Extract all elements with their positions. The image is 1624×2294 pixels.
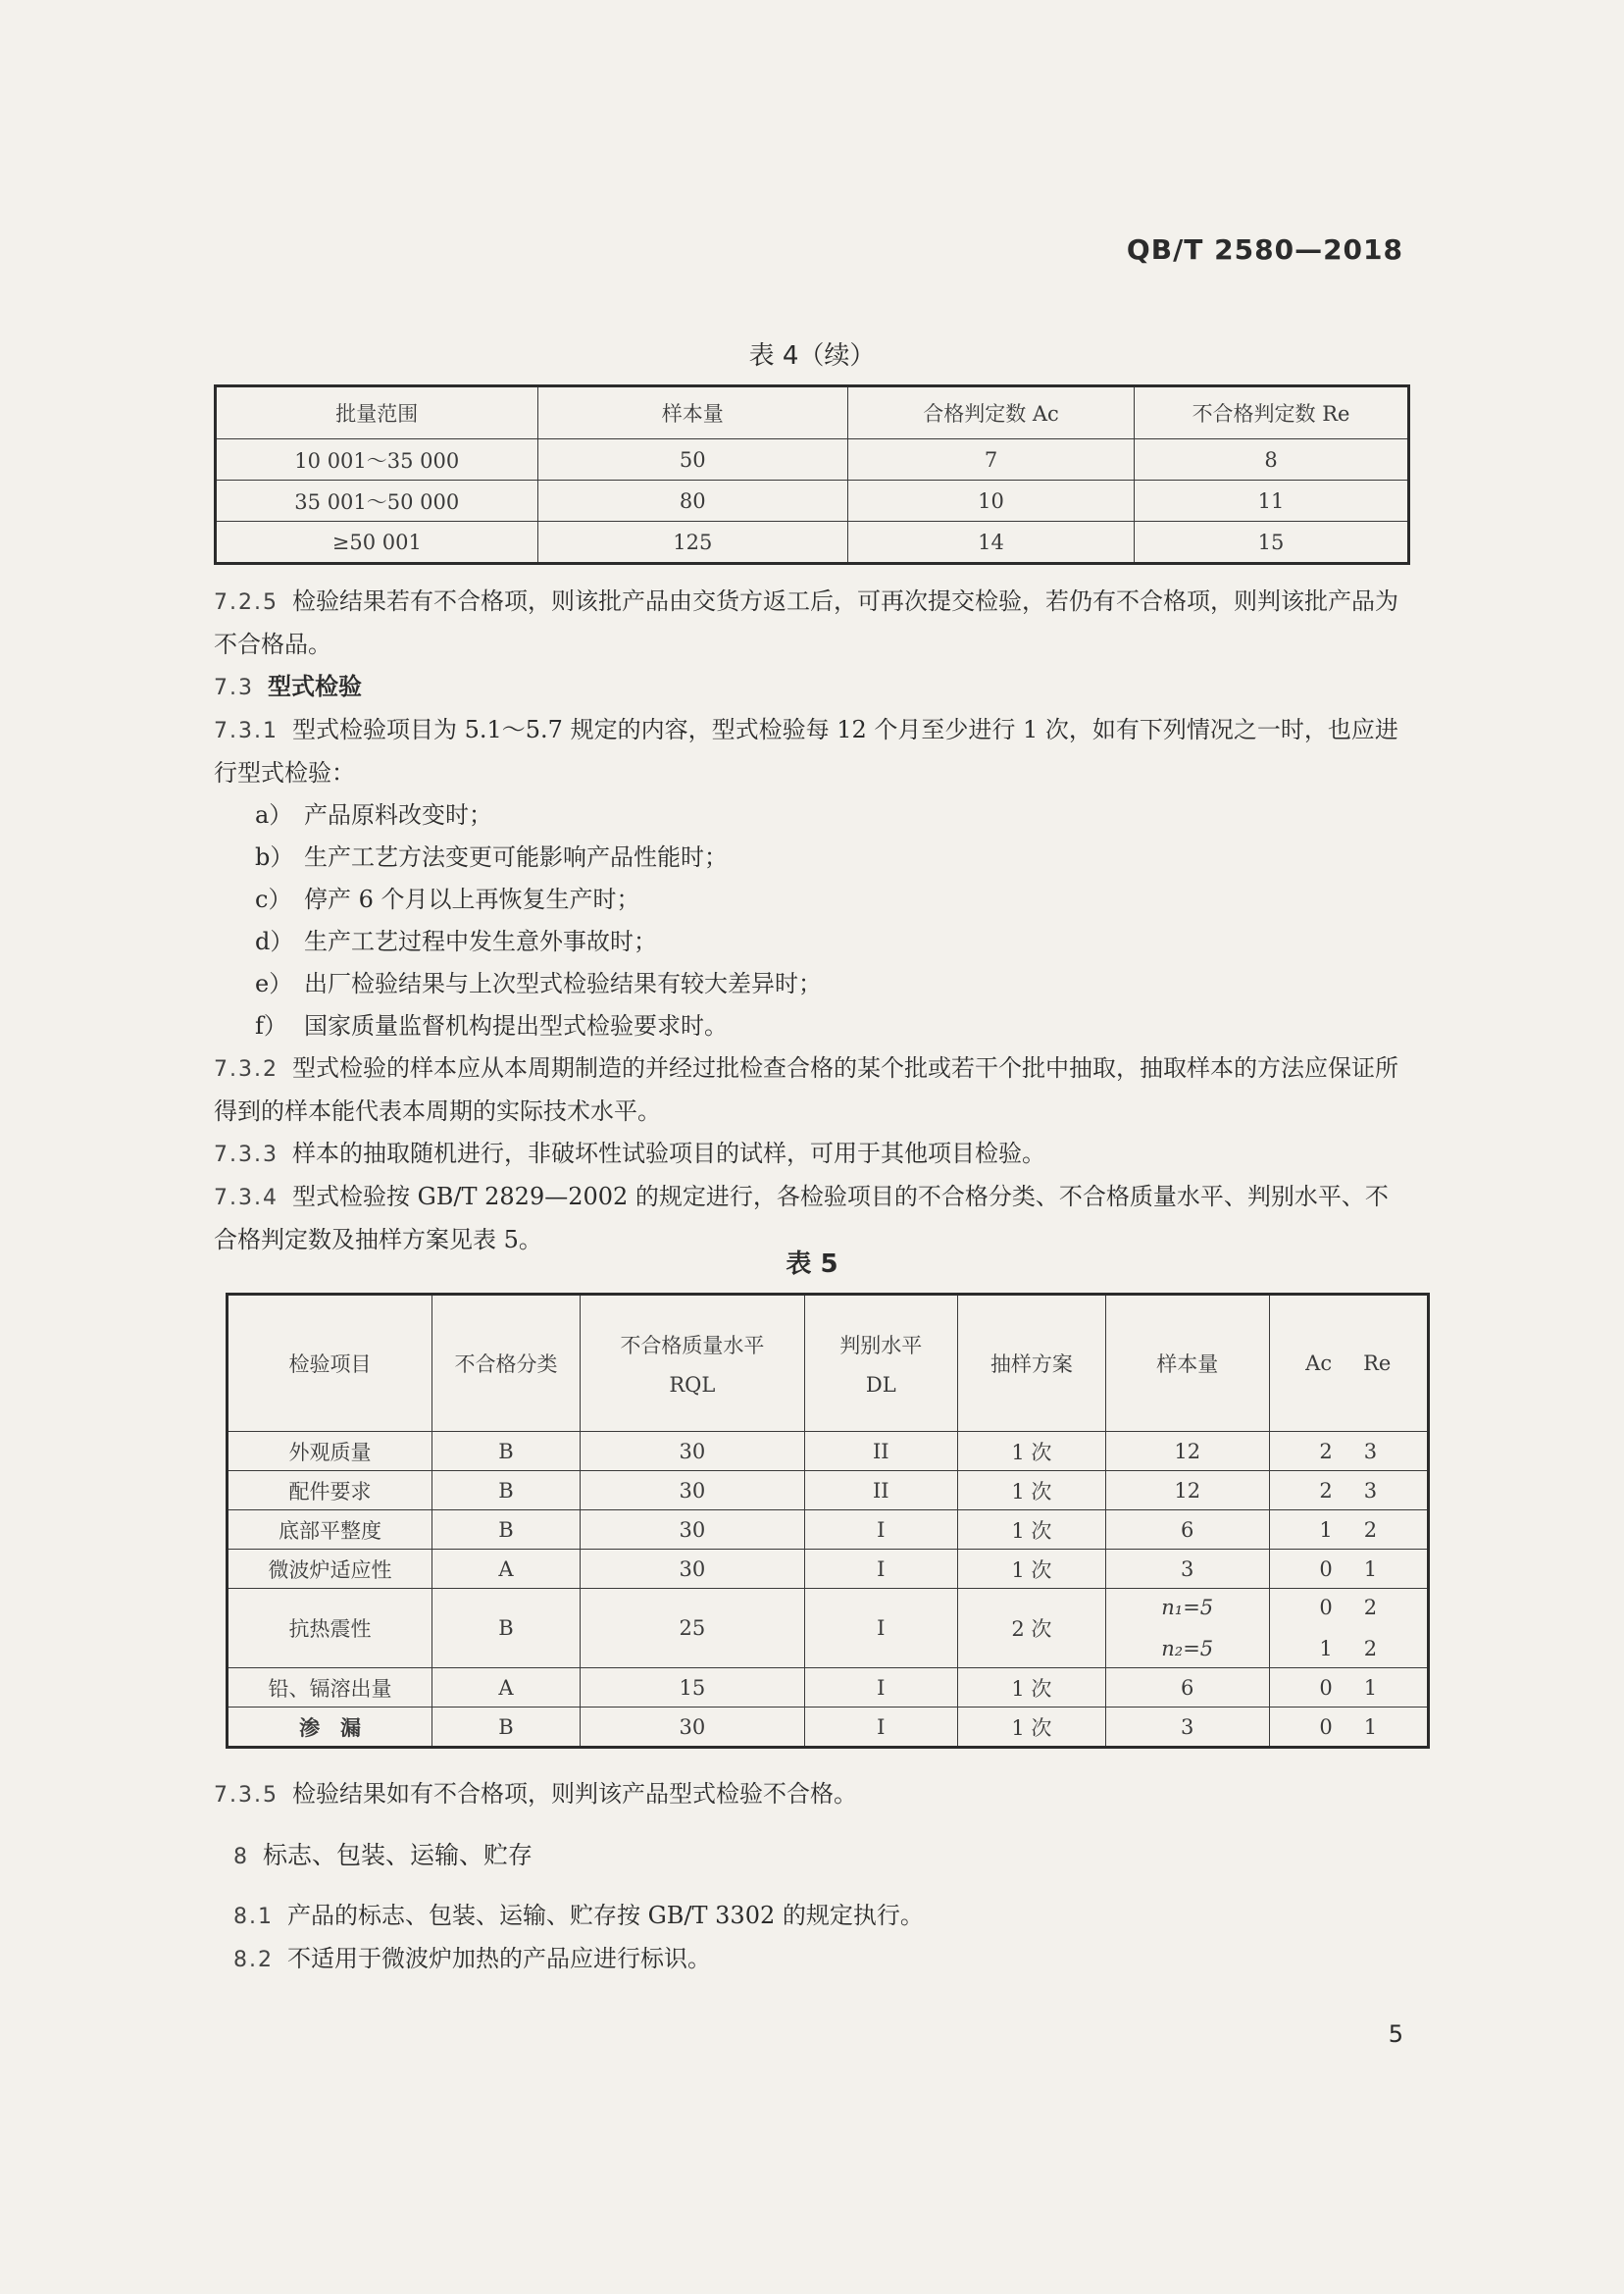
table-cell: [1269, 1589, 1429, 1668]
table-cell: A: [431, 1550, 580, 1589]
re-value: 2: [1363, 1596, 1378, 1619]
clause-heading: 型式检验: [268, 673, 362, 700]
re-value: 2: [1363, 1517, 1378, 1542]
list-item-text: 国家质量监督机构提出型式检验要求时。: [304, 1012, 728, 1040]
table-cell: [1269, 1510, 1429, 1550]
table-cell: [1105, 1589, 1269, 1668]
table-cell: [1269, 1471, 1429, 1510]
clause-number: 7.3: [214, 676, 254, 700]
clause-7-3-1: [214, 709, 1410, 794]
list-marker: a）: [255, 801, 293, 829]
table-cell: 11: [1135, 481, 1409, 522]
table-cell: 7: [847, 439, 1134, 481]
table-cell: 80: [537, 481, 847, 522]
header-line: DL: [865, 1373, 896, 1397]
table-cell: 30: [581, 1432, 805, 1471]
clause-number: 7.3.3: [214, 1143, 279, 1167]
clause-7-3-2: [214, 1047, 1410, 1133]
table-cell: II: [804, 1471, 957, 1510]
re-value: 3: [1363, 1478, 1378, 1503]
ac-value: 0: [1319, 1556, 1333, 1581]
header-line: RQL: [669, 1373, 716, 1397]
clause-number: 7.3.4: [214, 1186, 279, 1210]
table-row: [228, 1589, 1429, 1668]
clause-text: 样本的抽取随机进行，非破坏性试验项目的试样，可用于其他项目检验。: [291, 1140, 1045, 1167]
table5: [226, 1293, 1430, 1749]
table-row: [228, 1708, 1429, 1748]
re-value: 1: [1363, 1556, 1378, 1581]
table-cell: 15: [581, 1668, 805, 1708]
table-header-row: [216, 386, 1409, 439]
list-item-text: 生产工艺过程中发生意外事故时；: [304, 928, 657, 955]
table-cell: B: [431, 1589, 580, 1668]
table-cell: [1269, 1668, 1429, 1708]
body-text-section-8: [233, 1895, 1430, 1981]
list-marker: e）: [255, 970, 293, 997]
table-cell: 125: [537, 522, 847, 564]
column-header: [1269, 1295, 1429, 1432]
table-cell: I: [804, 1589, 957, 1668]
clause-8-2: [233, 1938, 1430, 1981]
list-item: [255, 837, 1410, 879]
list-item-text: 停产 6 个月以上再恢复生产时；: [304, 886, 640, 913]
table-cell: 抗热震性: [228, 1589, 432, 1668]
column-header: [581, 1295, 805, 1432]
clause-text: 型式检验项目为 5.1～5.7 规定的内容，型式检验每 12 个月至少进行 1 次，如有下列情况之一时，也应进行型式检验：: [214, 716, 1398, 787]
clause-text: 不适用于微波炉加热的产品应进行标识。: [287, 1945, 711, 1972]
table-cell: A: [431, 1668, 580, 1708]
table-cell: 渗 漏: [228, 1708, 432, 1748]
list-item-text: 产品原料改变时；: [304, 801, 492, 829]
table-cell: 30: [581, 1550, 805, 1589]
clause-text: 型式检验按 GB/T 2829—2002 的规定进行，各检验项目的不合格分类、不合格质量水平、判别水平、不合格判定数及抽样方案见表 5。: [214, 1183, 1389, 1253]
ac-value: 0: [1319, 1596, 1333, 1619]
table-cell: 14: [847, 522, 1134, 564]
clause-text: 检验结果如有不合格项，则判该产品型式检验不合格。: [291, 1780, 857, 1808]
table-cell: B: [431, 1510, 580, 1550]
table-cell: 底部平整度: [228, 1510, 432, 1550]
column-header: 不合格判定数 Re: [1135, 386, 1409, 439]
clause-number: 7.3.5: [214, 1783, 279, 1808]
ac-value: 0: [1319, 1714, 1333, 1739]
ac-value: 1: [1319, 1637, 1333, 1660]
clause-number: 7.3.1: [214, 719, 279, 743]
table-cell: 30: [581, 1471, 805, 1510]
standard-number: QB/T 2580—2018: [1126, 233, 1403, 266]
list-marker: b）: [255, 843, 294, 871]
body-text-7-3-5: [214, 1773, 1410, 1816]
table-cell: [1269, 1708, 1429, 1748]
table-cell: 30: [581, 1708, 805, 1748]
table-cell: 12: [1105, 1432, 1269, 1471]
table-cell: [1269, 1550, 1429, 1589]
table-cell: 6: [1105, 1510, 1269, 1550]
table-row: [228, 1510, 1429, 1550]
clause-number: 8: [233, 1845, 249, 1869]
table-cell: 30: [581, 1510, 805, 1550]
clause-text: 型式检验的样本应从本周期制造的并经过批检查合格的某个批或若干个批中抽取，抽取样本的方法应保证所得到的样本能代表本周期的实际技术水平。: [214, 1054, 1398, 1125]
clause-number: 8.2: [233, 1948, 274, 1972]
clause-8-1: [233, 1895, 1430, 1938]
re-value: 2: [1363, 1637, 1378, 1660]
ac-value: 1: [1319, 1517, 1333, 1542]
column-header: 检验项目: [228, 1295, 432, 1432]
ac-value: 2: [1319, 1439, 1333, 1463]
table-cell: 1 次: [957, 1510, 1105, 1550]
sample-size-second: n₂=5: [1161, 1637, 1214, 1660]
table-cell: 50: [537, 439, 847, 481]
table-cell: 12: [1105, 1471, 1269, 1510]
column-header: 样本量: [537, 386, 847, 439]
table-row: [228, 1432, 1429, 1471]
table-cell: B: [431, 1708, 580, 1748]
table-cell: ≥50 001: [216, 522, 538, 564]
re-value: 1: [1363, 1714, 1378, 1739]
table-cell: 微波炉适应性: [228, 1550, 432, 1589]
table-cell: 3: [1105, 1550, 1269, 1589]
list-item-text: 出厂检验结果与上次型式检验结果有较大差异时；: [304, 970, 822, 997]
header-re: Re: [1363, 1351, 1392, 1375]
header-ac: Ac: [1305, 1351, 1333, 1375]
table-cell: B: [431, 1432, 580, 1471]
list-marker: f）: [255, 1012, 287, 1040]
table-row: [228, 1471, 1429, 1510]
column-header: 抽样方案: [957, 1295, 1105, 1432]
table-cell: 35 001～50 000: [216, 481, 538, 522]
table4: [214, 384, 1410, 565]
body-text-section-7: [214, 581, 1410, 1261]
table-cell: I: [804, 1668, 957, 1708]
table-cell: 6: [1105, 1668, 1269, 1708]
list-marker: c）: [255, 886, 292, 913]
table-cell: I: [804, 1510, 957, 1550]
table-cell: 1 次: [957, 1550, 1105, 1589]
table-header-row: [228, 1295, 1429, 1432]
section-8-heading: [233, 1836, 533, 1871]
table-cell: I: [804, 1708, 957, 1748]
clause-number: 7.2.5: [214, 590, 279, 615]
table-cell: II: [804, 1432, 957, 1471]
table-cell: B: [431, 1471, 580, 1510]
column-header: 样本量: [1105, 1295, 1269, 1432]
column-header: 不合格分类: [431, 1295, 580, 1432]
table-row: [216, 522, 1409, 564]
list-item: [255, 879, 1410, 921]
table-cell: 10: [847, 481, 1134, 522]
list-item-text: 生产工艺方法变更可能影响产品性能时；: [304, 843, 728, 871]
table-cell: 配件要求: [228, 1471, 432, 1510]
table-row: [216, 439, 1409, 481]
table-cell: 外观质量: [228, 1432, 432, 1471]
re-value: 1: [1363, 1675, 1378, 1700]
clause-text: 检验结果若有不合格项，则该批产品由交货方返工后，可再次提交检验，若仍有不合格项，则判该批产品为不合格品。: [214, 587, 1398, 658]
table4-caption: 表 4（续）: [748, 341, 876, 371]
table-cell: 3: [1105, 1708, 1269, 1748]
list-item: [255, 921, 1410, 963]
table-cell: 2 次: [957, 1589, 1105, 1668]
header-line: 判别水平: [839, 1334, 923, 1357]
page-number: 5: [1388, 2020, 1403, 2048]
column-header: 批量范围: [216, 386, 538, 439]
table-cell: 1 次: [957, 1471, 1105, 1510]
list-marker: d）: [255, 928, 294, 955]
condition-list: [214, 794, 1410, 1047]
ac-value: 0: [1319, 1675, 1333, 1700]
list-item: [255, 794, 1410, 837]
table-cell: 1 次: [957, 1432, 1105, 1471]
table-row: [228, 1550, 1429, 1589]
column-header: [804, 1295, 957, 1432]
clause-number: 8.1: [233, 1905, 274, 1929]
table-cell: 1 次: [957, 1668, 1105, 1708]
clause-number: 7.3.2: [214, 1057, 279, 1082]
table-cell: 8: [1135, 439, 1409, 481]
clause-7-2-5: [214, 581, 1410, 666]
table-cell: 25: [581, 1589, 805, 1668]
column-header: 合格判定数 Ac: [847, 386, 1134, 439]
table-cell: I: [804, 1550, 957, 1589]
section-title: 标志、包装、运输、贮存: [263, 1841, 533, 1869]
ac-value: 2: [1319, 1478, 1333, 1503]
clause-7-3-5: [214, 1773, 1410, 1816]
re-value: 3: [1363, 1439, 1378, 1463]
table-cell: [1269, 1432, 1429, 1471]
table-cell: 1 次: [957, 1708, 1105, 1748]
table-row: [216, 481, 1409, 522]
table5-caption: 表 5: [786, 1249, 838, 1279]
sample-size-first: n₁=5: [1161, 1596, 1214, 1619]
table-cell: 15: [1135, 522, 1409, 564]
list-item: [255, 1005, 1410, 1047]
table-cell: 铅、镉溶出量: [228, 1668, 432, 1708]
table-row: [228, 1668, 1429, 1708]
clause-7-3-3: [214, 1133, 1410, 1176]
table-cell: 10 001～35 000: [216, 439, 538, 481]
header-line: 不合格质量水平: [620, 1334, 765, 1357]
clause-text: 产品的标志、包装、运输、贮存按 GB/T 3302 的规定执行。: [287, 1902, 924, 1929]
clause-7-3: [214, 666, 1410, 709]
list-item: [255, 963, 1410, 1005]
